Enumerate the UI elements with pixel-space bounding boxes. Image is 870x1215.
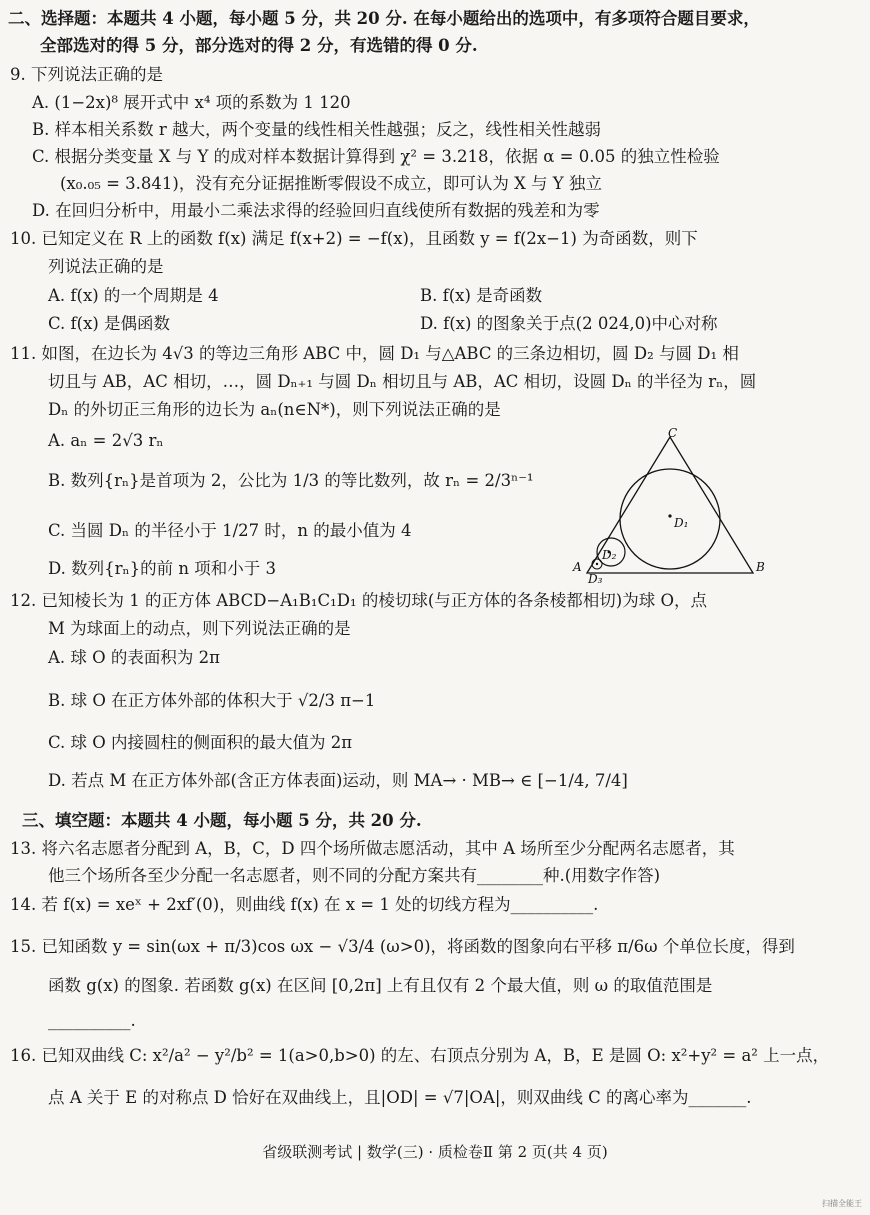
text-line: 列说法正确的是 [48, 257, 164, 276]
text-line: A. f(x) 的一个周期是 4 [48, 286, 219, 305]
text-line: 三、填空题：本题共 4 小题，每小题 5 分，共 20 分. [22, 811, 422, 830]
text-line: A. 球 O 的表面积为 2π [48, 648, 221, 667]
text-line: M 为球面上的动点，则下列说法正确的是 [48, 619, 351, 638]
text-line: 点 A 关于 E 的对称点 D 恰好在双曲线上，且|OD| = √7|OA|，则双曲线 C 的离心率为_______. [48, 1088, 752, 1107]
text-line: (x₀.₀₅ = 3.841)，没有充分证据推断零假设不成立，即可认为 X 与 Y 独立 [60, 174, 602, 193]
text-line: 12. 已知棱长为 1 的正方体 ABCD−A₁B₁C₁D₁ 的棱切球(与正方体的各条棱都相切)为球 O，点 [10, 591, 707, 610]
label-c: C [668, 426, 678, 440]
text-line: D. 在回归分析中，用最小二乘法求得的经验回归直线使所有数据的残差和为零 [32, 201, 600, 220]
label-b: B [756, 560, 765, 574]
text-line: B. f(x) 是奇函数 [420, 286, 543, 305]
text-line: 15. 已知函数 y = sin(ωx + π/3)cos ωx − √3/4 (ω>0)，将函数的图象向右平移 π/6ω 个单位长度，得到 [10, 937, 795, 956]
text-line: 他三个场所各至少分配一名志愿者，则不同的分配方案共有________种.(用数字作答) [48, 866, 661, 885]
text-line: D. 若点 M 在正方体外部(含正方体表面)运动，则 MA→ · MB→ ∈ [−1/4, 7/4] [48, 771, 628, 790]
page-footer: 省级联测考试 | 数学(三) · 质检卷Ⅱ 第 2 页(共 4 页) [262, 1143, 608, 1161]
text-line: 16. 已知双曲线 C: x²/a² − y²/b² = 1(a>0,b>0) 的左、右顶点分别为 A，B，E 是圆 O: x²+y² = a² 上一点， [10, 1046, 830, 1065]
text-line: Dₙ 的外切正三角形的边长为 aₙ(n∈N*)，则下列说法正确的是 [48, 400, 501, 419]
center-d3 [596, 563, 598, 565]
label-d3: D₃ [588, 572, 603, 585]
text-line: D. f(x) 的图象关于点(2 024,0)中心对称 [420, 314, 718, 333]
text-line: 切且与 AB，AC 相切，…，圆 Dₙ₊₁ 与圆 Dₙ 相切且与 AB，AC 相切，设圆 Dₙ 的半径为 rₙ，圆 [48, 372, 757, 391]
circle-d1 [620, 469, 720, 569]
text-line: 10. 已知定义在 R 上的函数 f(x) 满足 f(x+2) = −f(x)，且函数 y = f(2x−1) 为奇函数，则下 [10, 229, 698, 248]
text-line: 14. 若 f(x) = xeˣ + 2xf′(0)，则曲线 f(x) 在 x = 1 处的切线方程为__________. [10, 895, 599, 914]
text-line: 全部选对的得 5 分，部分选对的得 2 分，有选错的得 0 分. [40, 36, 478, 55]
label-a: A [573, 560, 582, 574]
text-line: 11. 如图，在边长为 4√3 的等边三角形 ABC 中，圆 D₁ 与△ABC 的三条边相切，圆 D₂ 与圆 D₁ 相 [10, 344, 739, 363]
text-line: 13. 将六名志愿者分配到 A，B，C，D 四个场所做志愿活动，其中 A 场所至少分配两名志愿者，其 [10, 839, 735, 858]
center-d1 [668, 514, 671, 517]
text-line: C. f(x) 是偶函数 [48, 314, 171, 333]
text-line: B. 数列{rₙ}是首项为 2，公比为 1/3 的等比数列，故 rₙ = 2/3ⁿ⁻¹ [48, 471, 534, 490]
text-line: 二、选择题：本题共 4 小题，每小题 5 分，共 20 分. 在每小题给出的选项中，有多项符合题目要求， [8, 9, 760, 28]
text-line: 9. 下列说法正确的是 [10, 65, 163, 84]
text-line: A. (1−2x)⁸ 展开式中 x⁴ 项的系数为 1 120 [32, 93, 351, 112]
text-line: D. 数列{rₙ}的前 n 项和小于 3 [48, 559, 277, 578]
text-line: C. 球 O 内接圆柱的侧面积的最大值为 2π [48, 733, 353, 752]
text-line: A. aₙ = 2√3 rₙ [48, 431, 164, 450]
label-d2: D₂ [602, 548, 617, 562]
label-d1: D₁ [674, 516, 689, 530]
scanner-watermark: 扫描全能王 [822, 1199, 862, 1208]
triangle-circles-figure [570, 425, 770, 585]
text-line: C. 当圆 Dₙ 的半径小于 1/27 时，n 的最小值为 4 [48, 521, 412, 540]
text-line: 函数 g(x) 的图象. 若函数 g(x) 在区间 [0,2π] 上有且仅有 2 个最大值，则 ω 的取值范围是 [48, 976, 713, 995]
text-line: B. 样本相关系数 r 越大，两个变量的线性相关性越强；反之，线性相关性越弱 [32, 120, 601, 139]
text-line: B. 球 O 在正方体外部的体积大于 √2/3 π−1 [48, 691, 376, 710]
text-line: C. 根据分类变量 X 与 Y 的成对样本数据计算得到 χ² = 3.218，依据 α = 0.05 的独立性检验 [32, 147, 720, 166]
text-line: __________. [48, 1011, 136, 1030]
